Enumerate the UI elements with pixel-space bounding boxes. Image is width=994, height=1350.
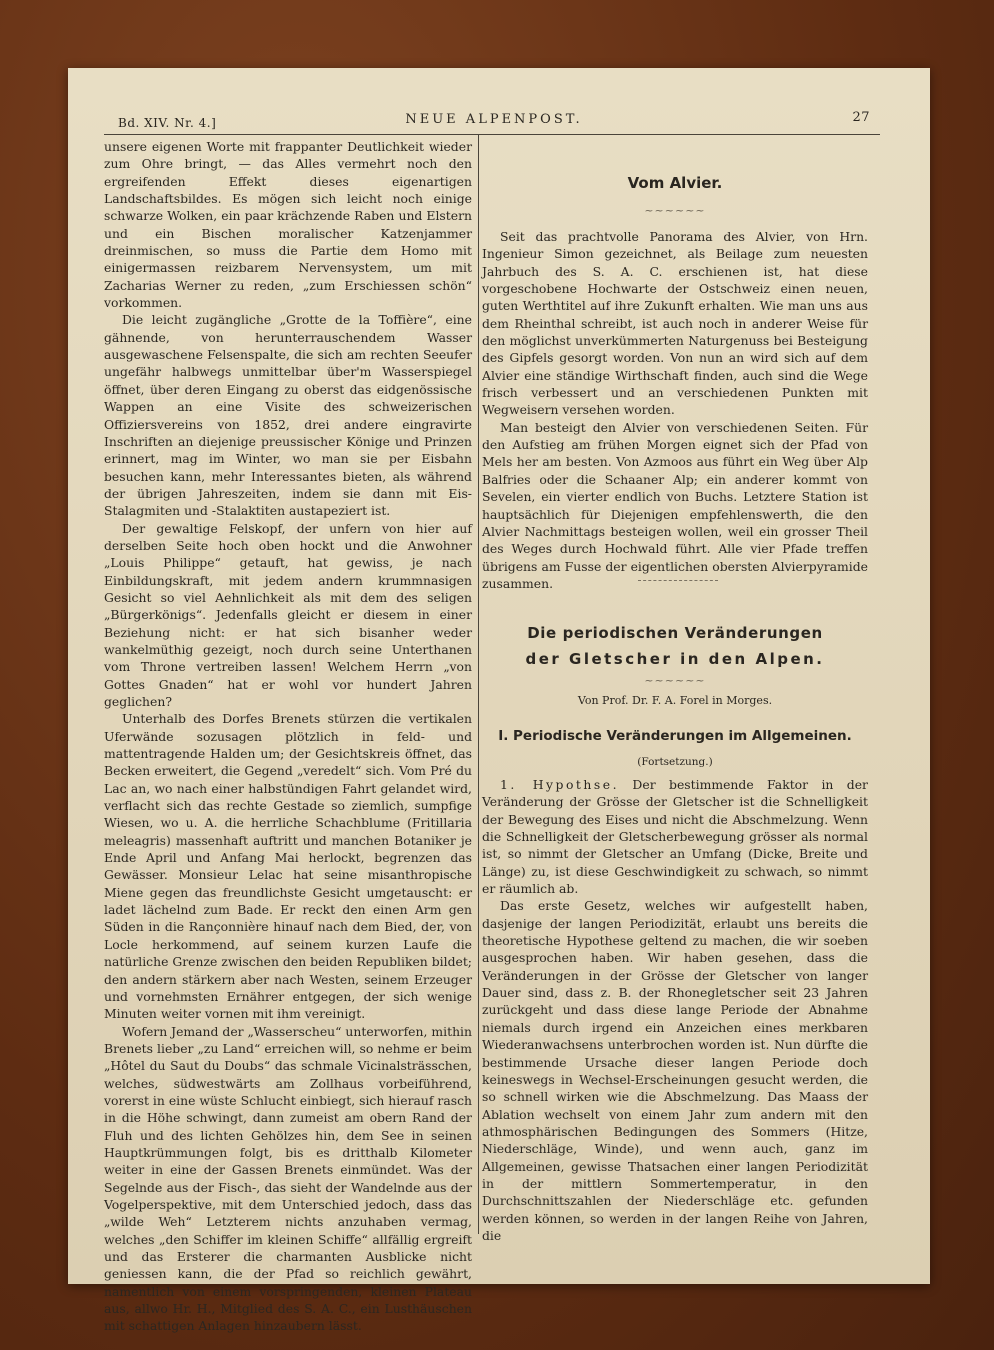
title-flourish: ~~~~~~ [644,674,706,687]
article-title-alvier: Vom Alvier. [627,174,723,192]
lead-word: 1. Hypothse. [500,777,620,792]
article-paragraph: Man besteigt den Alvier von verschiedenen Seiten. Für den Aufstieg am frühen Morgen eignet sich der Pfad von Mels her am besten. Von Azmoos aus führt ein Weg über Alp Balfries oder die Schaaner Alp; ein anderer kommt von Sevelen, ein vierter endlich von Buchs. Letztere Station ist hauptsächlich für Diejenigen empfehlenswerth, die den Alvier Nachmittags besteigen wollen, weil ein grosser Theil des Weges durch Hochwald führt. Alle vier Pfade treffen übrigens am Fusse der eigentlichen obersten Alvierpyramide zusammen. [482,419,868,591]
left-paragraph: Wofern Jemand der „Wasserscheu“ unterworfen, mithin Brenets lieber „zu Land“ erreichen will, so nehme er beim „Hôtel du Saut du Doubs“ das schmale Vicinalsträsschen, welches, südwestwärts am Zollhaus vorbeiführend, vorerst in eine wüste Schlucht einbiegt, sich hierauf rasch in die Höhe schwingt, dann zumeist am obern Rand der Fluh und des lichten Gehölzes hin, dem See in seinen Hauptkrümmungen folgt, bis es dritthalb Kilometer weiter in eine der Gassen Brenets einmündet. Was der Segelnde aus der Fisch-, das sieht der Wandelnde aus der Vogelperspektive, mit dem Unterschied jedoch, dass das „wilde Weh“ Letzterem nichts anzuhaben vermag, welches „den Schiffer im kleinen Schiffe“ allfällig ergreift und das Ersterer die charmanten Ausblicke nicht geniessen kann, die der Pfad so reichlich gewährt, namentlich von einem vorspringenden, kleinen Plateau aus, allwo Hr. H., Mitglied des S. A. C., ein Lusthäuschen mit schattigen Anlagen hinzaubern lässt. [104,1023,472,1334]
article-paragraph: Seit das prachtvolle Panorama des Alvier, von Hrn. Ingenieur Simon gezeichnet, als Beilage zum neuesten Jahrbuch des S. A. C. erschienen ist, hat diese vorgeschobene Hochwarte der Ostschweiz einen neuen, guten Werthtitel auf ihre Zukunft erhalten. Wie man uns aus dem Rheinthal schreibt, ist auch noch in anderer Weise für den möglichst unverkümmerten Naturgenuss bei Besteigung des Gipfels gesorgt worden. Von nun an wird sich auf dem Alvier eine ständige Wirthschaft finden, auch sind die Wege frisch verbessert und an verschiedenen Punkten mit Wegweisern versehen worden. [482,229,868,418]
masthead-title: NEUE ALPENPOST. [405,112,583,127]
left-paragraph: Unterhalb des Dorfes Brenets stürzen die vertikalen Uferwände sozusagen plötzlich in feld- und mattentragende Halden um; der Gesichtskreis öffnet, das Becken erweitert, die Gegend „veredelt“ sich. Vom Pré du Lac an, wo nach einer halbstündigen Fahrt gelandet wird, verflacht sich das rechte Gestade so ziemlich, sumpfige Wiesen, wo u. A. die herrliche Schachblume (Fritillaria meleagris) massenhaft auftritt und manchen Botaniker je Ende April und Anfang Mai herlockt, begrenzen das Gewässer. Monsieur Lelac hat seine misanthropische Miene gegen das freundlichste Gesicht umgetauscht: er ladet lächelnd zum Bade. Er reckt den einen Arm gen Süden in die Rançonnière hinauf nach dem Bied, der, von Locle herkommend, auf seinem kurzen Laufe die natürliche Grenze zwischen den beiden Republiken bildet; den andern stärkern aber nach Westen, seinem Erzeuger und vornehmsten Ernährer entgegen, der sich wenige Minuten weiter vornen mit ihm vereinigt. [104,711,472,1022]
article-alvier-body [482,228,868,592]
byline: Von Prof. Dr. F. A. Forel in Morges. [577,694,773,707]
left-column [104,138,472,1335]
paragraph-text: Der bestimmende Faktor in der Veränderung der Grösse der Gletscher ist die Schnelligkeit der Bewegung des Eises und nicht die Abschmelzung. Wenn die Schnelligkeit der Gletscherbewegung grösser als normal ist, so nimmt der Gletscher an Umfang (Dicke, Breite und Länge) zu, ist diese Geschwindigkeit zu schwach, so nimmt er räumlich ab. [482,777,868,897]
title-flourish: ~~~~~~ [644,204,706,217]
article-separator [638,580,718,581]
article-gletscher-body [482,776,868,1244]
section-heading: I. Periodische Veränderungen im Allgemeinen. [498,728,852,744]
article-title-gletscher [482,620,868,672]
left-paragraph: Der gewaltige Felskopf, der unfern von hier auf derselben Seite hoch oben hockt und die Anwohner „Louis Philippe“ getauft, hat gewiss, je nach Einbildungskraft, mit jedem andern krummnasigen Gesicht so viel Aehnlichkeit als mit dem des seligen „Bürgerkönigs“. Jedenfalls gleicht er diesem in einer Beziehung nicht: er hat sich bisanher weder wankelmüthig gezeigt, noch durch seine Unterthanen vom Throne vertreiben lassen! Welchem Herrn „von Gottes Gnaden“ hat er wohl vor hundert Jahren geglichen? [104,520,472,709]
page-number: 27 [852,110,870,125]
left-paragraph: unsere eigenen Worte mit frappanter Deutlichkeit wieder zum Ohre bringt, — das Alles vermehrt noch den ergreifenden Effekt dieses eigenartigen Landschaftsbildes. Es mögen sich leicht noch einige schwarze Wolken, ein paar krächzende Raben und Elstern und ein Bischen moralischer Katzenjammer dreinmischen, so muss die Partie dem Homo mit einigermassen reizbarem Nervensystem, um mit Zacharias Werner zu reden, „zum Erschiessen schön“ vorkommen. [104,139,472,311]
column-divider [478,134,479,1234]
left-paragraph: Die leicht zugängliche „Grotte de la Toffière“, eine gähnende, von herunterrauschendem Wasser ausgewaschene Felsenspalte, die sich am rechten Seeufer ungefähr halbwegs unmittelbar über'm Wasserspiegel öffnet, über deren Eingang zu oberst das eidgenössische Wappen an eine Visite des schweizerischen Offiziersvereins von 1852, drei andere eingravirte Inschriften an diejenige preussischer Könige und Prinzen erinnert, mag im Winter, wo man sie per Eisbahn besuchen kann, mehr Interessantes bieten, als während der übrigen Jahreszeiten, indem sie dann mit Eis-Stalagmiten und -Stalaktiten austapeziert ist. [104,312,472,519]
article-paragraph: Das erste Gesetz, welches wir aufgestellt haben, dasjenige der langen Periodizität, erlaubt uns bereits die theoretische Hypothese geltend zu machen, die wir soeben ausgesprochen haben. Wir haben gesehen, dass die Veränderungen in der Grösse der Gletscher von langer Dauer sind, dass z. B. der Rhonegletscher seit 23 Jahren zurückgeht und dass diese lange Periode der Abnahme niemals durch irgend ein Anzeichen eines merkbaren Wiederanwachsens unterbrochen worden ist. Nun dürfte die bestimmende Ursache dieser langen Periode doch keineswegs in Wechsel-Erscheinungen gesucht werden, die so schnell wirken wie die Abschmelzung. Das Maass der Ablation wechselt von einem Jahr zum andern mit den athmosphärischen Bedingungen des Sommers (Hitze, Niederschläge, Winde), und wenn auch, ganz im Allgemeinen, gewisse Thatsachen einer langen Periodizität in der mittlern Sommertemperatur, in den Durchschnittszahlen der Niederschläge etc. gefunden werden können, so werden in der langen Reihe von Jahren, die [482,898,868,1243]
newspaper-page [68,68,930,1334]
volume-number: Bd. XIV. Nr. 4.] [118,116,217,130]
continued-note: (Fortsetzung.) [637,756,713,768]
title-line: Die periodischen Veränderungen [527,624,823,642]
title-line: der Gletscher in den Alpen. [525,650,825,668]
header-rule [104,134,880,135]
article-paragraph [482,776,868,897]
page-header [118,110,870,132]
